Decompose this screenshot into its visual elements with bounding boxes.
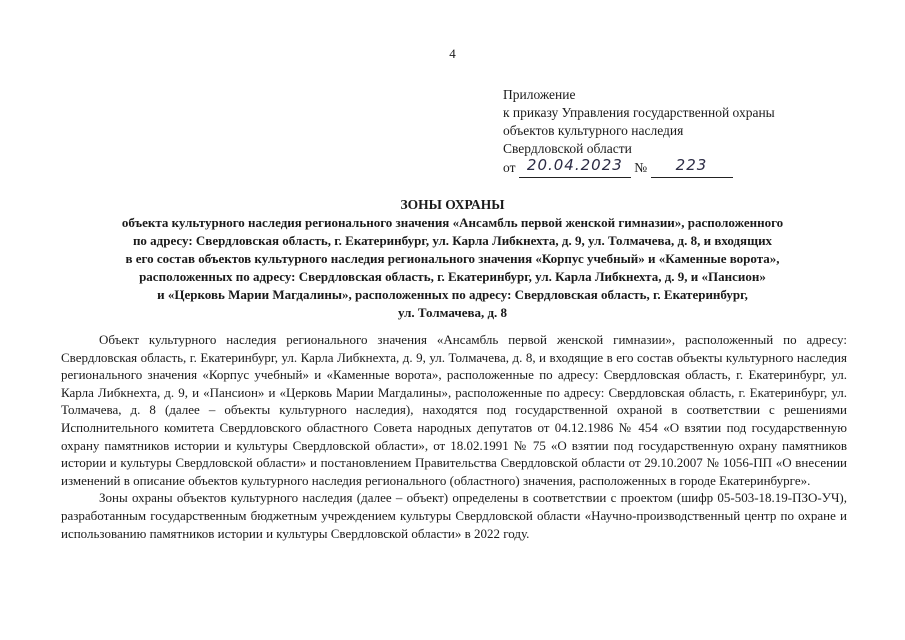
document-title: ЗОНЫ ОХРАНЫ bbox=[400, 197, 505, 212]
subtitle-line: объекта культурного наследия регионального значения «Ансамбль первой женской гимназии», расположенного bbox=[121, 215, 784, 230]
subtitle-line: по адресу: Свердловская область, г. Екатеринбург, ул. Карла Либкнехта, д. 9, ул. Толмачева, д. 8, и входящих bbox=[132, 233, 773, 248]
body-text bbox=[61, 331, 847, 542]
appendix-line: Свердловской области bbox=[503, 141, 632, 156]
body-paragraph: Зоны охраны объектов культурного наследия (далее – объект) определены в соответствии с проектом (шифр 05-503-18.19-ПЗО-УЧ), разработанным государственным бюджетным учреждением культуры Свердловской области «Научно-производственный центр по охране и использованию памятников истории и культуры Свердловской области» в 2022 году. bbox=[61, 490, 847, 541]
date-field bbox=[519, 158, 631, 178]
subtitle-line: ул. Толмачева, д. 8 bbox=[397, 305, 508, 320]
page-number: 4 bbox=[449, 46, 456, 61]
document-title-block bbox=[40, 196, 865, 322]
appendix-line: к приказу Управления государственной охраны bbox=[503, 105, 775, 120]
appendix-line: Приложение bbox=[503, 87, 576, 102]
number-prefix: № bbox=[634, 160, 648, 175]
subtitle-line: расположенных по адресу: Свердловская область, г. Екатеринбург, ул. Карла Либкнехта, д. 9, и «Пансион» bbox=[139, 269, 766, 284]
appendix-date-number-line bbox=[503, 158, 863, 178]
appendix-header bbox=[503, 86, 863, 178]
number-field bbox=[651, 158, 733, 178]
body-paragraph: Объект культурного наследия регионального значения «Ансамбль первой женской гимназии», расположенный по адресу: Свердловская область, г. Екатеринбург, ул. Карла Либкнехта, д. 9, ул. Толмачева, д. 8, и входящие в его состав объекты культурного наследия регионального значения «Корпус учебный» и «Каменные ворота», расположенные по адресу: Свердловская область, г. Екатеринбург, ул. Карла Либкнехта, д. 9, и «Пансион» и «Церковь Марии Магдалины», расположенные по адресу: Свердловская область, г. Екатеринбург, ул. Толмачева, д. 8 (далее – объекты культурного наследия), находятся под государственной охраной в соответствии с решениями Исполнительного комитета Свердловского областного Совета народных депутатов от 04.12.1986 № 454 «О взятии под государственную охрану памятников истории и культуры Свердловской области», от 18.02.1991 № 75 «О взятии под государственную охрану памятников истории и культуры Свердловской области» и постановлением Правительства Свердловской области от 29.10.2007 № 1056-ПП «О внесении изменений в описание объектов культурного наследия регионального (областного) значения, расположенных в городе Екатеринбурге». bbox=[61, 332, 847, 488]
appendix-line: объектов культурного наследия bbox=[503, 123, 684, 138]
handwritten-number: 223 bbox=[675, 156, 708, 174]
handwritten-date: 20.04.2023 bbox=[526, 156, 623, 174]
subtitle-line: и «Церковь Марии Магдалины», расположенных по адресу: Свердловская область, г. Екатеринбург, bbox=[157, 287, 748, 302]
subtitle-line: в его состав объектов культурного наследия регионального значения «Корпус учебный» и «Каменные ворота», bbox=[125, 251, 780, 266]
date-prefix: от bbox=[503, 160, 516, 175]
